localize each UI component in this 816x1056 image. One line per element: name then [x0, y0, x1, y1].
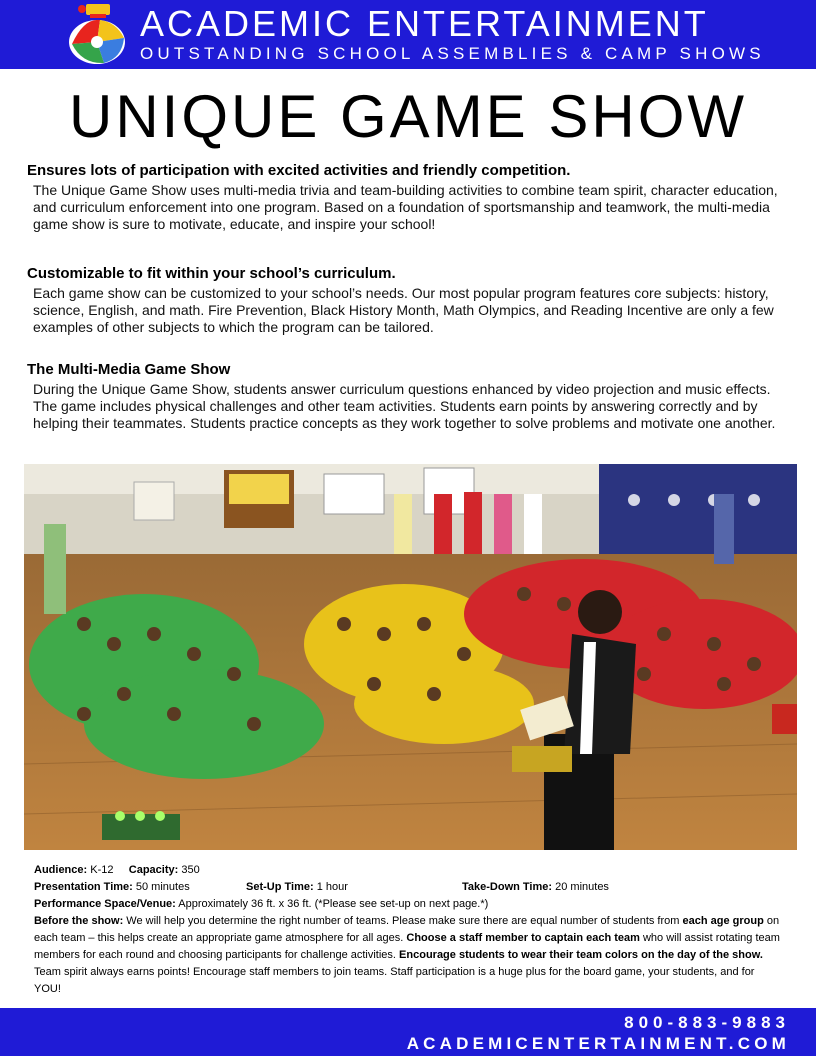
section-participation [27, 162, 797, 233]
capacity-value: 350 [181, 864, 200, 876]
space-label: Performance Space/Venue: [34, 898, 176, 910]
before-label: Before the show: [34, 915, 124, 927]
presentation-value: 50 minutes [135, 881, 190, 893]
section-body: During the Unique Game Show, students answer curriculum questions enhanced by video projection and music effects. The game includes physical challenges and other team activities. Students earn points by answering correctly and by helping their teammates. Students practice concepts as they work together to solve problems and motivate one another. [33, 381, 776, 431]
section-body: The Unique Game Show uses multi-media trivia and team-building activities to combine team spirit, character education, and curriculum enforcement into one program. Based on a foundation of sportsmanship and teamwork, the multi-media game show is sure to motivate, educate, and inspire your school! [33, 182, 778, 232]
brand-name: ACADEMIC ENTERTAINMENT [140, 3, 709, 44]
setup-label: Set-Up Time: [246, 881, 314, 893]
section-heading: Ensures lots of participation with excited activities and friendly competition. [27, 162, 571, 179]
takedown-value: 20 minutes [555, 881, 609, 893]
header-bar [0, 0, 816, 69]
details-row-space [34, 896, 782, 913]
brand-tagline: OUTSTANDING SCHOOL ASSEMBLIES & CAMP SHOWS [140, 44, 765, 63]
before-text-3: who will assist rotating team members for each round and choosing participants for challenge activities. [34, 932, 780, 961]
game-show-photo [24, 464, 797, 850]
section-body: Each game show can be customized to your school’s needs. Our most popular program features core subjects: history, science, English, and math. Fire Prevention, Black History Month, Math Olympics, and Reading Incentive are only a few examples of other subjects to which the program can be tailored. [33, 285, 774, 335]
capacity-label: Capacity: [128, 864, 179, 876]
before-text-4: Team spirit always earns points! Encourage staff members to join teams. Staff participation is a huge plus for the board game, your students, and for YOU! [34, 966, 755, 995]
section-customizable [27, 265, 797, 336]
setup-value: 1 hour [316, 881, 348, 893]
before-bold-3: Encourage students to wear their team colors on the day of the show. [399, 949, 763, 961]
before-text-1: We will help you determine the right number of teams. Please make sure there are equal number of students from [126, 915, 680, 927]
takedown-label: Take-Down Time: [462, 881, 553, 893]
audience-label: Audience: [34, 864, 88, 876]
presentation-label: Presentation Time: [34, 881, 133, 893]
show-details [34, 862, 782, 998]
website-link[interactable]: ACADEMICENTERTAINMENT.COM [406, 1034, 790, 1053]
section-heading: The Multi-Media Game Show [27, 361, 231, 378]
before-bold-1: each age group [682, 915, 764, 927]
space-value: Approximately 36 ft. x 36 ft. (*Please see set-up on next page.*) [178, 898, 489, 910]
before-text-2: on each team – this helps create an appropriate game atmosphere for all ages. [34, 915, 780, 944]
details-row-times [34, 879, 782, 896]
details-row-audience [34, 862, 782, 879]
section-heading: Customizable to fit within your school’s curriculum. [27, 265, 396, 282]
before-show-paragraph [34, 913, 782, 998]
beach-ball-logo-icon [64, 2, 130, 66]
audience-value: K-12 [90, 864, 114, 876]
section-multimedia [27, 361, 797, 432]
phone-number[interactable]: 800-883-9883 [624, 1013, 790, 1032]
before-bold-2: Choose a staff member to captain each team [406, 932, 640, 944]
footer-bar [0, 1008, 816, 1056]
page-title: UNIQUE GAME SHOW [68, 83, 748, 150]
